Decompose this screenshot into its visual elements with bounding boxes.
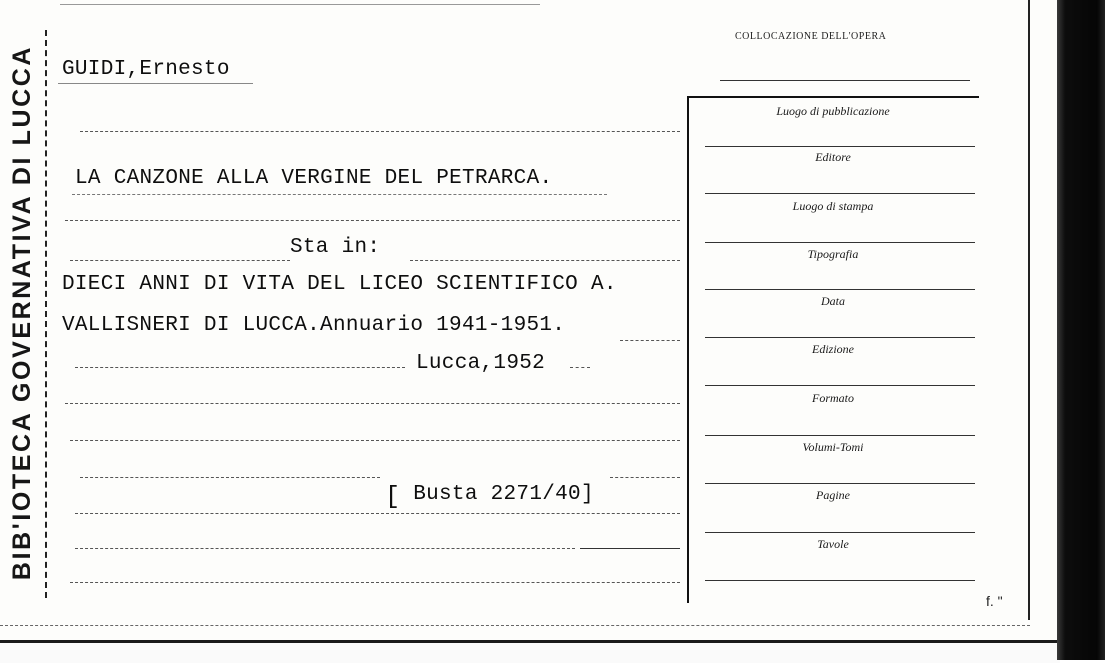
form-line	[58, 83, 253, 84]
busta-label: Busta 2271/40]	[413, 483, 594, 506]
source-line-1: DIECI ANNI DI VITA DEL LICEO SCIENTIFICO A.	[62, 273, 617, 296]
box-field-rule	[705, 337, 975, 338]
box-field-rule	[705, 242, 975, 243]
box-field-rule	[705, 435, 975, 436]
source-line-2: VALLISNERI DI LUCCA.Annuario 1941-1951.	[62, 314, 566, 337]
box-field-edizione: Edizione	[812, 342, 854, 356]
box-field-rule	[705, 532, 975, 533]
work-title: LA CANZONE ALLA VERGINE DEL PETRARCA.	[75, 167, 553, 190]
bottom-dashed-rule	[0, 625, 1030, 626]
form-line	[75, 548, 575, 549]
form-line	[65, 403, 680, 404]
box-field-data: Data	[821, 294, 845, 308]
box-field-rule	[705, 385, 975, 386]
form-line	[580, 548, 680, 549]
author-name: GUIDI,Ernesto	[62, 58, 230, 81]
box-field-rule	[705, 289, 975, 290]
form-line	[75, 513, 680, 514]
busta-bracket: [	[385, 482, 401, 511]
form-line	[610, 477, 680, 478]
box-field-luogo-stampa: Luogo di stampa	[792, 199, 874, 213]
box-field-formato: Formato	[812, 391, 854, 405]
box-field-rule	[705, 193, 975, 194]
form-line	[65, 220, 680, 221]
card-right-edge	[1028, 0, 1034, 620]
form-line	[570, 367, 590, 368]
form-line	[80, 477, 380, 478]
busta-location	[385, 478, 594, 511]
form-line	[410, 260, 680, 261]
form-line	[70, 582, 680, 583]
form-line	[80, 131, 680, 132]
page-mark: f. "	[986, 593, 1003, 609]
form-line	[72, 194, 607, 195]
collocazione-rule	[720, 80, 970, 81]
side-rule	[45, 30, 47, 598]
box-field-tavole: Tavole	[817, 537, 849, 551]
form-line	[620, 340, 680, 341]
library-stamp-text: BIB'IOTECA GOVERNATIVA DI LUCCA	[8, 44, 37, 581]
top-rule	[60, 4, 540, 5]
box-field-rule	[705, 146, 975, 147]
form-line	[70, 260, 290, 261]
sta-in-label: Sta in:	[290, 236, 381, 259]
form-line	[75, 367, 405, 368]
box-field-volumi-tomi: Volumi-Tomi	[802, 440, 864, 454]
box-field-editore: Editore	[815, 150, 851, 164]
form-line	[70, 440, 680, 441]
library-stamp	[6, 20, 40, 605]
place-year: Lucca,1952	[416, 352, 546, 375]
box-field-rule	[705, 483, 975, 484]
collocazione-title: COLLOCAZIONE DELL'OPERA	[735, 31, 887, 42]
box-field-pagine: Pagine	[816, 488, 850, 502]
box-field-luogo-pubblicazione: Luogo di pubblicazione	[776, 104, 890, 118]
scan-dark-edge	[1057, 0, 1105, 660]
box-field-tipografia: Tipografia	[807, 247, 859, 261]
box-field-rule	[705, 580, 975, 581]
